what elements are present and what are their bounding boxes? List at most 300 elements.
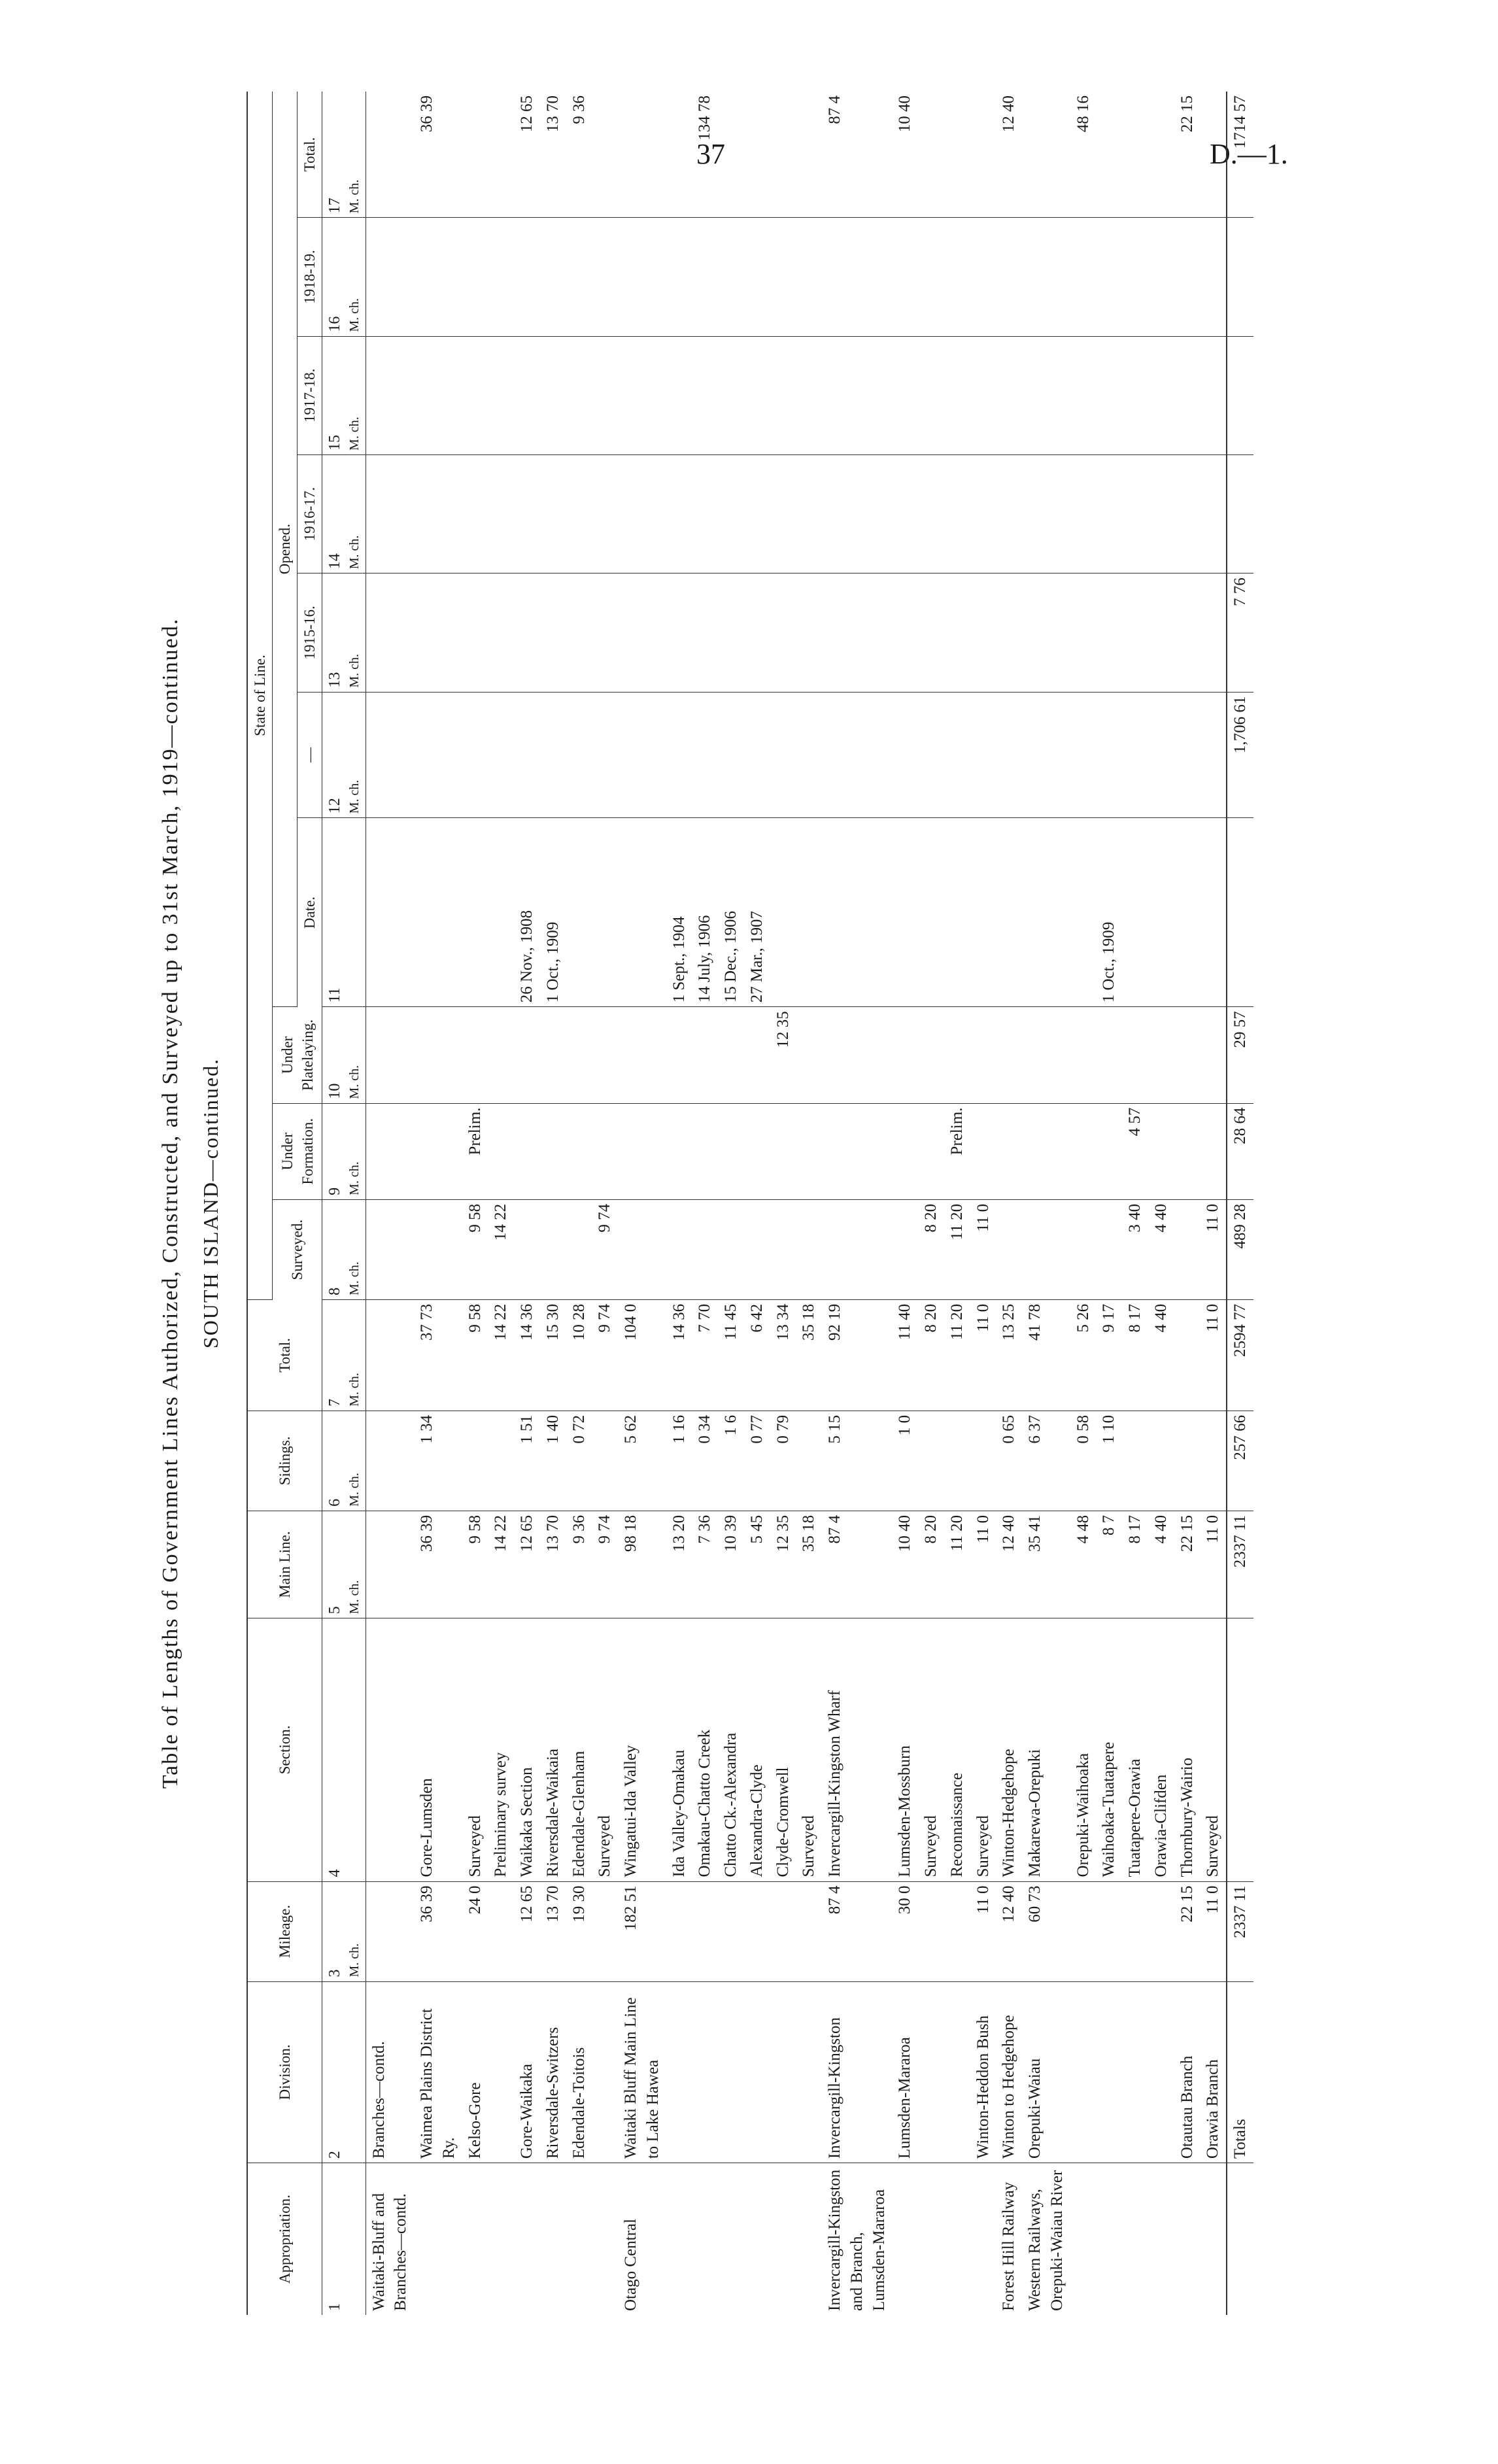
cell-total: 8 17 [1122, 1299, 1148, 1411]
cell-opened-1915-16 [514, 573, 540, 692]
cell-total: 11 0 [970, 1299, 996, 1411]
cell-surveyed: 9 58 [462, 1199, 488, 1299]
cell-under-formation [970, 1103, 996, 1199]
cell-main-line: 10 40 [892, 1511, 918, 1618]
cell-opened-1916-17 [944, 454, 970, 573]
cell-sidings: 1 51 [514, 1411, 540, 1511]
cell-opened-1918-19 [718, 218, 744, 336]
table-row [1200, 92, 1227, 2315]
header-opened-total: Total. [298, 92, 322, 218]
cell-under-formation [1174, 1103, 1200, 1199]
totals-under-platelaying: 29 57 [1227, 1007, 1253, 1103]
cell-opened-prev [1070, 692, 1097, 818]
cell-opened-1918-19 [414, 218, 462, 336]
cell-appropriation [462, 2163, 488, 2315]
cell-opened-prev [592, 692, 618, 818]
cell-opened-1917-18 [1122, 336, 1148, 454]
table-row [970, 92, 996, 2315]
cell-opened-1916-17 [770, 454, 796, 573]
cell-opened-1915-16 [1148, 573, 1174, 692]
col-number: 2 [322, 1981, 366, 2163]
cell-section: Lumsden-Mossburn [892, 1618, 918, 1881]
cell-main-line: 4 48 [1070, 1511, 1097, 1618]
cell-total: 9 17 [1096, 1299, 1122, 1411]
cell-main-line: 36 39 [414, 1511, 462, 1618]
cell-section: Surveyed [796, 1618, 822, 1881]
cell-section: Riversdale-Waikaia [540, 1618, 566, 1881]
cell-appropriation [918, 2163, 944, 2315]
cell-under-formation [996, 1103, 1022, 1199]
totals-opened-1917-18 [1227, 336, 1253, 454]
cell-opened-total: 10 40 [892, 92, 918, 218]
cell-mileage [1070, 1881, 1097, 1981]
cell-date: 14 July, 1906 [692, 818, 718, 1007]
cell-date [1148, 818, 1174, 1007]
cell-sidings: 1 34 [414, 1411, 462, 1511]
cell-appropriation: Invercargill-Kingston and Branch, Lumsden-Mararoa [826, 2169, 888, 2311]
cell-opened-prev [796, 692, 822, 818]
table-row [414, 92, 462, 2315]
cell-under-formation [744, 1103, 770, 1199]
cell-opened-1917-18 [822, 336, 892, 454]
col-number-value: 10 [326, 1083, 344, 1099]
table-row [566, 92, 592, 2315]
cell-opened-total [462, 92, 488, 218]
cell-sidings: 1 0 [892, 1411, 918, 1511]
cell-surveyed [514, 1199, 540, 1299]
cell-section: Surveyed [970, 1618, 996, 1881]
cell-appropriation [1122, 2163, 1148, 2315]
cell-main-line: 35 41 [1022, 1511, 1070, 1618]
cell-total: 7 70 [692, 1299, 718, 1411]
table-row [592, 92, 618, 2315]
col-number-value: 5 [326, 1606, 344, 1615]
cell-section: Gore-Lumsden [414, 1618, 462, 1881]
cell-opened-1917-18 [1174, 336, 1200, 454]
unit-label: M. ch. [347, 1161, 362, 1195]
cell-division: Waimea Plains District Ry. [414, 1981, 462, 2163]
cell-opened-total: 22 15 [1174, 92, 1200, 218]
header-appropriation: Appropriation. [247, 2163, 322, 2315]
cell-mileage: 12 40 [996, 1881, 1022, 1981]
cell-main-line: 11 20 [944, 1511, 970, 1618]
cell-under-platelaying [692, 1007, 718, 1103]
cell-under-platelaying [1096, 1007, 1122, 1103]
cell-opened-1918-19 [692, 218, 718, 336]
cell-under-formation [718, 1103, 744, 1199]
cell-opened-1916-17 [566, 454, 592, 573]
cell-opened-1916-17 [1096, 454, 1122, 573]
cell-mileage [770, 1881, 796, 1981]
cell-opened-total [618, 92, 666, 218]
cell-division: Orawia Branch [1200, 1981, 1227, 2163]
totals-opened-prev: 1,706 61 [1227, 692, 1253, 818]
cell-section: Omakau-Chatto Creek [692, 1618, 718, 1881]
cell-opened-total [918, 92, 944, 218]
header-1916-17: 1916-17. [298, 454, 322, 573]
cell-opened-1916-17 [822, 454, 892, 573]
cell-opened-total: 87 4 [822, 92, 892, 218]
cell-opened-1916-17 [666, 454, 692, 573]
cell-division [918, 1981, 944, 2163]
cell-opened-1918-19 [796, 218, 822, 336]
header-sidings: Sidings. [247, 1411, 322, 1511]
cell-opened-total [744, 92, 770, 218]
cell-sidings [1174, 1411, 1200, 1511]
cell-date [414, 818, 462, 1007]
cell-opened-1916-17 [592, 454, 618, 573]
cell-mileage: 13 70 [540, 1881, 566, 1981]
cell-opened-total [1096, 92, 1122, 218]
cell-opened-prev [366, 692, 414, 818]
cell-opened-1917-18 [996, 336, 1022, 454]
totals-surveyed: 489 28 [1227, 1199, 1253, 1299]
cell-opened-1916-17 [514, 454, 540, 573]
cell-total: 13 25 [996, 1299, 1022, 1411]
cell-main-line: 35 18 [796, 1511, 822, 1618]
cell-mileage: 182 51 [618, 1881, 666, 1981]
cell-sidings: 1 6 [718, 1411, 744, 1511]
table-row [1174, 92, 1200, 2315]
cell-division [666, 1981, 692, 2163]
cell-under-platelaying [944, 1007, 970, 1103]
cell-sidings [918, 1411, 944, 1511]
totals-section [1227, 1618, 1253, 1881]
cell-appropriation [944, 2163, 970, 2315]
cell-total: 92 19 [822, 1299, 892, 1411]
table-row [996, 92, 1022, 2315]
cell-main-line: 9 58 [462, 1511, 488, 1618]
unit-label: M. ch. [347, 1065, 362, 1099]
cell-appropriation [770, 2163, 796, 2315]
cell-appropriation: Forest Hill Railway [1000, 2182, 1018, 2311]
cell-surveyed: 11 20 [944, 1199, 970, 1299]
cell-opened-1917-18 [618, 336, 666, 454]
cell-appropriation [1200, 2163, 1227, 2315]
cell-opened-1917-18 [592, 336, 618, 454]
cell-surveyed: 8 20 [918, 1199, 944, 1299]
cell-appropriation [892, 2163, 918, 2315]
cell-sidings: 0 58 [1070, 1411, 1097, 1511]
cell-opened-1918-19 [488, 218, 514, 336]
cell-sidings: 1 40 [540, 1411, 566, 1511]
table-row [488, 92, 514, 2315]
cell-division [1070, 1981, 1097, 2163]
col-number [322, 218, 366, 336]
totals-row [1227, 92, 1253, 2315]
unit-label: M. ch. [347, 298, 362, 332]
cell-division: Riversdale-Switzers [540, 1981, 566, 2163]
cell-mileage [692, 1881, 718, 1981]
table-row [944, 92, 970, 2315]
cell-opened-1918-19 [1148, 218, 1174, 336]
cell-surveyed [892, 1199, 918, 1299]
cell-under-platelaying [414, 1007, 462, 1103]
totals-opened-1918-19 [1227, 218, 1253, 336]
cell-opened-prev [918, 692, 944, 818]
cell-under-formation [770, 1103, 796, 1199]
cell-mileage: 30 0 [892, 1881, 918, 1981]
unit-label: M. ch. [347, 1943, 362, 1977]
cell-opened-total [1148, 92, 1174, 218]
cell-section: Preliminary survey [488, 1618, 514, 1881]
cell-date [618, 818, 666, 1007]
cell-sidings [1148, 1411, 1174, 1511]
cell-opened-1916-17 [796, 454, 822, 573]
cell-under-formation [414, 1103, 462, 1199]
cell-total: 14 22 [488, 1299, 514, 1411]
cell-opened-1916-17 [462, 454, 488, 573]
cell-opened-prev [944, 692, 970, 818]
cell-sidings [1200, 1411, 1227, 1511]
unit-label: M. ch. [347, 1580, 362, 1615]
cell-total: 11 45 [718, 1299, 744, 1411]
cell-surveyed [822, 1199, 892, 1299]
unit-label: M. ch. [347, 1473, 362, 1507]
cell-appropriation [1148, 2163, 1174, 2315]
cell-division [592, 1981, 618, 2163]
cell-opened-1916-17 [366, 454, 414, 573]
cell-opened-total [770, 92, 796, 218]
cell-opened-1916-17 [892, 454, 918, 573]
cell-under-platelaying [540, 1007, 566, 1103]
cell-surveyed: 4 40 [1148, 1199, 1174, 1299]
cell-mileage: 24 0 [462, 1881, 488, 1981]
table-subtitle: SOUTH ISLAND—continued. [199, 1057, 222, 1349]
cell-opened-1918-19 [1200, 218, 1227, 336]
cell-under-platelaying: 12 35 [770, 1007, 796, 1103]
totals-date [1227, 818, 1253, 1007]
table-row [514, 92, 540, 2315]
col-number [322, 454, 366, 573]
cell-section: Orawia-Clifden [1148, 1618, 1174, 1881]
cell-mileage [1122, 1881, 1148, 1981]
cell-opened-1915-16 [918, 573, 944, 692]
cell-mileage: 22 15 [1174, 1881, 1200, 1981]
cell-under-formation [692, 1103, 718, 1199]
cell-division [744, 1981, 770, 2163]
col-number-value: 12 [326, 798, 344, 814]
cell-surveyed [366, 1199, 414, 1299]
header-date: Date. [298, 818, 322, 1007]
cell-division: Lumsden-Mararoa [892, 1981, 918, 2163]
cell-opened-1915-16 [744, 573, 770, 692]
cell-total: 14 36 [514, 1299, 540, 1411]
cell-total: 13 34 [770, 1299, 796, 1411]
table-row [770, 92, 796, 2315]
table-row [618, 92, 666, 2315]
cell-opened-1915-16 [566, 573, 592, 692]
totals-sidings: 257 66 [1227, 1411, 1253, 1511]
cell-division: Invercargill-Kingston [822, 1981, 892, 2163]
cell-section: Ida Valley-Omakau [666, 1618, 692, 1881]
cell-opened-1915-16 [592, 573, 618, 692]
cell-date [462, 818, 488, 1007]
cell-appropriation: Western Railways, Orepuki-Waiau River [1026, 2170, 1066, 2311]
cell-opened-1918-19 [366, 218, 414, 336]
col-number: 4 [322, 1618, 366, 1881]
table-row [744, 92, 770, 2315]
cell-division [1122, 1981, 1148, 2163]
cell-total: 5 26 [1070, 1299, 1097, 1411]
cell-section [366, 1618, 414, 1881]
cell-opened-prev [618, 692, 666, 818]
cell-under-platelaying [566, 1007, 592, 1103]
cell-opened-1916-17 [1200, 454, 1227, 573]
cell-total: 4 40 [1148, 1299, 1174, 1411]
rotated-table-page [158, 92, 1250, 2315]
cell-opened-1917-18 [718, 336, 744, 454]
cell-mileage [744, 1881, 770, 1981]
cell-surveyed [540, 1199, 566, 1299]
cell-opened-1915-16 [892, 573, 918, 692]
cell-division: Waitaki Bluff Main Line to Lake Hawea [618, 1981, 666, 2163]
page-number: 37 [696, 138, 725, 170]
cell-under-platelaying [366, 1007, 414, 1103]
cell-under-platelaying [1174, 1007, 1200, 1103]
cell-opened-1918-19 [892, 218, 918, 336]
cell-under-platelaying [462, 1007, 488, 1103]
cell-total: 41 78 [1022, 1299, 1070, 1411]
cell-division [692, 1981, 718, 2163]
cell-under-formation [1200, 1103, 1227, 1199]
col-number-value: 16 [326, 316, 344, 332]
cell-appropriation [1070, 2163, 1097, 2315]
header-section: Section. [247, 1618, 322, 1881]
cell-opened-prev [1200, 692, 1227, 818]
header-1915-16: 1915-16. [298, 573, 322, 692]
cell-division: Gore-Waikaka [514, 1981, 540, 2163]
cell-mileage [366, 1881, 414, 1981]
cell-opened-total [366, 92, 414, 218]
cell-opened-prev [996, 692, 1022, 818]
cell-under-platelaying [918, 1007, 944, 1103]
col-number [322, 336, 366, 454]
col-number-value: 17 [326, 197, 344, 214]
cell-date [488, 818, 514, 1007]
table-row [462, 92, 488, 2315]
cell-opened-1916-17 [718, 454, 744, 573]
cell-date [770, 818, 796, 1007]
cell-section: Waihoaka-Tuatapere [1096, 1618, 1122, 1881]
cell-sidings: 1 16 [666, 1411, 692, 1511]
cell-opened-1917-18 [1070, 336, 1097, 454]
cell-division [1096, 1981, 1122, 2163]
cell-appropriation [796, 2163, 822, 2315]
cell-mileage [718, 1881, 744, 1981]
cell-under-formation [618, 1103, 666, 1199]
table-row [718, 92, 744, 2315]
cell-date: 27 Mar., 1907 [744, 818, 770, 1007]
cell-under-platelaying [1070, 1007, 1097, 1103]
cell-mileage [1148, 1881, 1174, 1981]
cell-sidings: 5 62 [618, 1411, 666, 1511]
unit-label: M. ch. [347, 1261, 362, 1295]
cell-surveyed: 3 40 [1122, 1199, 1148, 1299]
unit-label: M. ch. [347, 1373, 362, 1407]
cell-opened-1916-17 [918, 454, 944, 573]
cell-opened-total [1122, 92, 1148, 218]
cell-total: 14 36 [666, 1299, 692, 1411]
cell-opened-1917-18 [1022, 336, 1070, 454]
cell-opened-1915-16 [1096, 573, 1122, 692]
cell-opened-1915-16 [1022, 573, 1070, 692]
col-number-value: 6 [326, 1498, 344, 1507]
cell-appropriation [718, 2163, 744, 2315]
cell-total: 11 0 [1200, 1299, 1227, 1411]
cell-opened-1918-19 [592, 218, 618, 336]
col-number: 1 [322, 2163, 366, 2315]
cell-under-platelaying [666, 1007, 692, 1103]
cell-under-platelaying [592, 1007, 618, 1103]
cell-surveyed: 11 0 [970, 1199, 996, 1299]
cell-appropriation [592, 2163, 618, 2315]
cell-sidings [1122, 1411, 1148, 1511]
cell-under-formation [918, 1103, 944, 1199]
cell-opened-1916-17 [1022, 454, 1070, 573]
cell-main-line: 10 39 [718, 1511, 744, 1618]
totals-under-formation: 28 64 [1227, 1103, 1253, 1199]
cell-division: Kelso-Gore [462, 1981, 488, 2163]
cell-total: 9 58 [462, 1299, 488, 1411]
cell-surveyed [566, 1199, 592, 1299]
cell-appropriation: Waitaki-Bluff and Branches—contd. [369, 2193, 410, 2311]
cell-appropriation [566, 2163, 592, 2315]
cell-opened-1916-17 [414, 454, 462, 573]
cell-section: Waikaka Section [514, 1618, 540, 1881]
cell-surveyed: 14 22 [488, 1199, 514, 1299]
cell-opened-1915-16 [822, 573, 892, 692]
cell-main-line: 12 40 [996, 1511, 1022, 1618]
cell-opened-total [796, 92, 822, 218]
cell-mileage [1096, 1881, 1122, 1981]
cell-under-platelaying [1022, 1007, 1070, 1103]
cell-total [1174, 1299, 1200, 1411]
cell-opened-1915-16 [692, 573, 718, 692]
col-number-value: 7 [326, 1398, 344, 1407]
cell-under-platelaying [1200, 1007, 1227, 1103]
cell-under-formation [796, 1103, 822, 1199]
cell-date: 1 Oct., 1909 [540, 818, 566, 1007]
cell-opened-1917-18 [366, 336, 414, 454]
cell-opened-1918-19 [566, 218, 592, 336]
cell-opened-1916-17 [744, 454, 770, 573]
cell-total [366, 1299, 414, 1411]
cell-date [796, 818, 822, 1007]
cell-opened-prev [1174, 692, 1200, 818]
cell-date [366, 818, 414, 1007]
cell-surveyed [1174, 1199, 1200, 1299]
cell-mileage: 19 30 [566, 1881, 592, 1981]
cell-sidings [366, 1411, 414, 1511]
cell-mileage [796, 1881, 822, 1981]
totals-total: 2594 77 [1227, 1299, 1253, 1411]
cell-opened-1917-18 [566, 336, 592, 454]
cell-under-formation [366, 1103, 414, 1199]
cell-main-line: 14 22 [488, 1511, 514, 1618]
col-number-value: 8 [326, 1287, 344, 1295]
header-division: Division. [247, 1981, 322, 2163]
cell-surveyed [618, 1199, 666, 1299]
col-number [322, 573, 366, 692]
cell-sidings: 0 72 [566, 1411, 592, 1511]
document-reference: D.—1. [1210, 138, 1288, 170]
cell-main-line: 12 65 [514, 1511, 540, 1618]
cell-opened-1918-19 [996, 218, 1022, 336]
cell-opened-prev [1148, 692, 1174, 818]
cell-opened-1915-16 [540, 573, 566, 692]
cell-opened-1918-19 [944, 218, 970, 336]
